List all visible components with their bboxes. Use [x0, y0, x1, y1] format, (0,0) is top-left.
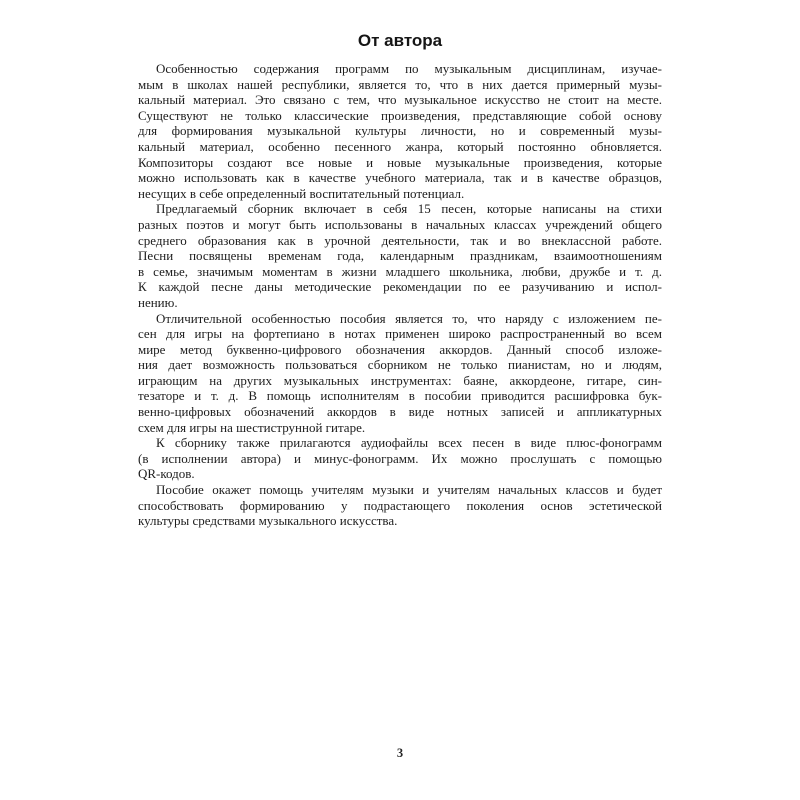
text-line: среднего образования как в урочной деятельности, так и во внеклассной работе. — [138, 232, 662, 248]
text-line: QR-кодов. — [138, 466, 195, 482]
text-line: мым в школах нашей республики, является то, что в них дается примерный музы- — [138, 76, 662, 92]
text-line: Существуют не только классические произведения, представляющие собой основу — [138, 107, 662, 123]
text-line: К сборнику также прилагаются аудиофайлы всех песен в виде плюс-фонограмм — [156, 435, 662, 451]
text-line: для формирования музыкальной культуры личности, но и современный музы- — [138, 123, 662, 139]
text-line: мире метод буквенно-цифрового обозначения аккордов. Данный способ изложе- — [138, 341, 662, 357]
text-line: разных поэтов и могут быть использованы в начальных классах учреждений общего — [138, 216, 662, 232]
text-line: в семье, значимым моментам в жизни младшего школьника, любви, дружбе и т. д. — [138, 263, 662, 279]
text-line: Пособие окажет помощь учителям музыки и учителям начальных классов и будет — [156, 482, 662, 498]
page-number: 3 — [396, 746, 404, 760]
text-line: Песни посвящены временам года, календарным праздникам, взаимоотношениям — [138, 248, 662, 264]
text-line: кальный материал, особенно песенного жанра, который постоянно обновляется. — [138, 138, 662, 154]
text-line: несущих в себе определенный воспитательный потенциал. — [138, 185, 465, 201]
text-line: тезаторе и т. д. В помощь исполнителям в пособии приводится расшифровка бук- — [138, 388, 662, 404]
text-line: Предлагаемый сборник включает в себя 15 песен, которые написаны на стихи — [156, 201, 662, 217]
text-line: культуры средствами музыкального искусства. — [138, 513, 398, 529]
paragraph — [138, 482, 662, 529]
text-line: ния дает возможность пользоваться сборником не только пианистам, но и людям, — [138, 357, 662, 373]
paragraph — [138, 311, 662, 436]
paragraph — [138, 201, 662, 310]
body-text — [138, 61, 662, 529]
text-line: играющим на других музыкальных инструментах: баяне, аккордеоне, гитаре, син- — [138, 372, 662, 388]
text-line: (в исполнении автора) и минус-фонограмм. Их можно прослушать с помощью — [138, 450, 662, 466]
text-line: кальный материал. Это связано с тем, что музыкальное искусство не стоит на месте. — [138, 92, 662, 108]
text-line: сен для игры на фортепиано в нотах применен широко распространенный во всем — [138, 326, 662, 342]
text-line: Композиторы создают все новые и новые музыкальные произведения, которые — [138, 154, 662, 170]
text-line: можно использовать как в качестве учебного материала, так и в качестве образцов, — [138, 170, 662, 186]
text-line: способствовать формированию у подрастающего поколения основ эстетической — [138, 497, 662, 513]
paragraph — [138, 435, 662, 482]
text-line: К каждой песне даны методические рекомендации по ее разучиванию и испол- — [138, 279, 662, 295]
text-line: схем для игры на шестиструнной гитаре. — [138, 419, 366, 435]
page-title: От автора — [357, 31, 443, 50]
text-line: Особенностью содержания программ по музыкальным дисциплинам, изучае- — [156, 61, 662, 76]
text-line: венно-цифровых обозначений аккордов в виде нотных записей и аппликатурных — [138, 404, 662, 420]
text-line: Отличительной особенностью пособия является то, что наряду с изложением пе- — [156, 310, 662, 326]
paragraph — [138, 61, 662, 201]
text-line: нению. — [138, 294, 178, 310]
